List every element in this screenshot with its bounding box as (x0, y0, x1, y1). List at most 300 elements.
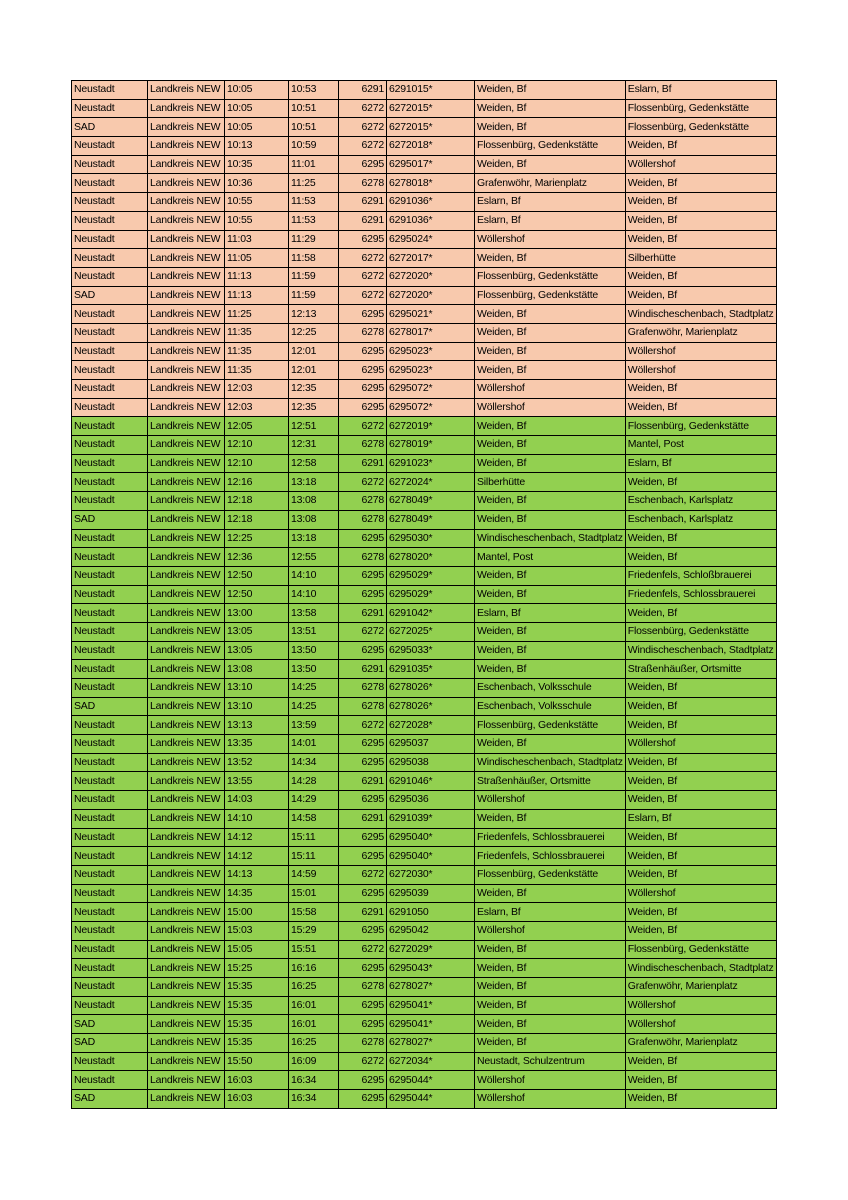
departure-cell: 14:13 (225, 865, 289, 884)
authority-cell: Landkreis NEW (148, 847, 225, 866)
district-cell: Neustadt (72, 323, 148, 342)
district-cell: Neustadt (72, 566, 148, 585)
trip-cell: 6278019* (387, 436, 475, 455)
destination-cell: Weiden, Bf (625, 716, 776, 735)
authority-cell: Landkreis NEW (148, 510, 225, 529)
table-row (72, 436, 777, 455)
authority-cell: Landkreis NEW (148, 286, 225, 305)
authority-cell: Landkreis NEW (148, 978, 225, 997)
trip-cell: 6278027* (387, 978, 475, 997)
destination-cell: Weiden, Bf (625, 1090, 776, 1109)
district-cell: Neustadt (72, 585, 148, 604)
departure-cell: 14:12 (225, 847, 289, 866)
district-cell: Neustadt (72, 809, 148, 828)
destination-cell: Eschenbach, Karlsplatz (625, 492, 776, 511)
trip-cell: 6295044* (387, 1090, 475, 1109)
table-row (72, 1015, 777, 1034)
destination-cell: Wöllershof (625, 361, 776, 380)
authority-cell: Landkreis NEW (148, 1034, 225, 1053)
trip-cell: 6291036* (387, 211, 475, 230)
district-cell: Neustadt (72, 735, 148, 754)
table-row (72, 492, 777, 511)
origin-cell: Weiden, Bf (475, 566, 626, 585)
trip-cell: 6295072* (387, 380, 475, 399)
authority-cell: Landkreis NEW (148, 622, 225, 641)
departure-cell: 13:10 (225, 679, 289, 698)
district-cell: SAD (72, 1034, 148, 1053)
table-row (72, 585, 777, 604)
trip-cell: 6295041* (387, 1015, 475, 1034)
origin-cell: Wöllershof (475, 791, 626, 810)
destination-cell: Mantel, Post (625, 436, 776, 455)
origin-cell: Weiden, Bf (475, 436, 626, 455)
district-cell: Neustadt (72, 679, 148, 698)
table-row (72, 323, 777, 342)
authority-cell: Landkreis NEW (148, 1071, 225, 1090)
departure-cell: 13:05 (225, 622, 289, 641)
origin-cell: Weiden, Bf (475, 1034, 626, 1053)
line-cell: 6272 (339, 940, 387, 959)
table-row (72, 361, 777, 380)
table-row (72, 267, 777, 286)
line-cell: 6272 (339, 622, 387, 641)
origin-cell: Weiden, Bf (475, 996, 626, 1015)
authority-cell: Landkreis NEW (148, 155, 225, 174)
arrival-cell: 14:01 (289, 735, 339, 754)
trip-cell: 6291046* (387, 772, 475, 791)
district-cell: Neustadt (72, 473, 148, 492)
table-row (72, 697, 777, 716)
line-cell: 6272 (339, 716, 387, 735)
district-cell: Neustadt (72, 342, 148, 361)
table-row (72, 211, 777, 230)
arrival-cell: 15:11 (289, 847, 339, 866)
line-cell: 6278 (339, 436, 387, 455)
destination-cell: Weiden, Bf (625, 903, 776, 922)
trip-cell: 6295040* (387, 828, 475, 847)
line-cell: 6295 (339, 847, 387, 866)
authority-cell: Landkreis NEW (148, 716, 225, 735)
authority-cell: Landkreis NEW (148, 211, 225, 230)
origin-cell: Weiden, Bf (475, 492, 626, 511)
origin-cell: Weiden, Bf (475, 622, 626, 641)
arrival-cell: 11:53 (289, 193, 339, 212)
district-cell: SAD (72, 1090, 148, 1109)
arrival-cell: 13:51 (289, 622, 339, 641)
trip-cell: 6295039 (387, 884, 475, 903)
destination-cell: Weiden, Bf (625, 604, 776, 623)
destination-cell: Windischeschenbach, Stadtplatz (625, 641, 776, 660)
table-row (72, 473, 777, 492)
departure-cell: 12:18 (225, 510, 289, 529)
origin-cell: Weiden, Bf (475, 735, 626, 754)
arrival-cell: 14:29 (289, 791, 339, 810)
departure-cell: 13:00 (225, 604, 289, 623)
line-cell: 6295 (339, 884, 387, 903)
destination-cell: Weiden, Bf (625, 921, 776, 940)
origin-cell: Flossenbürg, Gedenkstätte (475, 865, 626, 884)
origin-cell: Wöllershof (475, 230, 626, 249)
arrival-cell: 12:01 (289, 361, 339, 380)
destination-cell: Weiden, Bf (625, 473, 776, 492)
district-cell: SAD (72, 1015, 148, 1034)
table-row (72, 137, 777, 156)
trip-cell: 6295023* (387, 361, 475, 380)
arrival-cell: 14:28 (289, 772, 339, 791)
authority-cell: Landkreis NEW (148, 566, 225, 585)
departure-cell: 13:08 (225, 660, 289, 679)
table-row (72, 81, 777, 100)
trip-cell: 6278027* (387, 1034, 475, 1053)
line-cell: 6291 (339, 772, 387, 791)
authority-cell: Landkreis NEW (148, 828, 225, 847)
authority-cell: Landkreis NEW (148, 604, 225, 623)
arrival-cell: 16:09 (289, 1052, 339, 1071)
destination-cell: Weiden, Bf (625, 211, 776, 230)
departure-cell: 16:03 (225, 1090, 289, 1109)
district-cell: Neustadt (72, 99, 148, 118)
authority-cell: Landkreis NEW (148, 884, 225, 903)
district-cell: Neustadt (72, 791, 148, 810)
arrival-cell: 14:10 (289, 566, 339, 585)
arrival-cell: 16:34 (289, 1090, 339, 1109)
line-cell: 6278 (339, 697, 387, 716)
table-row (72, 529, 777, 548)
trip-cell: 6295021* (387, 305, 475, 324)
bus-schedule-table (71, 80, 777, 1109)
table-row (72, 996, 777, 1015)
line-cell: 6278 (339, 492, 387, 511)
arrival-cell: 13:18 (289, 529, 339, 548)
origin-cell: Weiden, Bf (475, 361, 626, 380)
authority-cell: Landkreis NEW (148, 305, 225, 324)
departure-cell: 12:50 (225, 566, 289, 585)
arrival-cell: 11:59 (289, 267, 339, 286)
trip-cell: 6272018* (387, 137, 475, 156)
district-cell: SAD (72, 510, 148, 529)
departure-cell: 15:35 (225, 978, 289, 997)
departure-cell: 12:10 (225, 436, 289, 455)
line-cell: 6272 (339, 99, 387, 118)
destination-cell: Flossenbürg, Gedenkstätte (625, 622, 776, 641)
destination-cell: Grafenwöhr, Marienplatz (625, 978, 776, 997)
origin-cell: Weiden, Bf (475, 81, 626, 100)
trip-cell: 6291042* (387, 604, 475, 623)
table-row (72, 622, 777, 641)
destination-cell: Wöllershof (625, 996, 776, 1015)
origin-cell: Eschenbach, Volksschule (475, 697, 626, 716)
district-cell: Neustadt (72, 716, 148, 735)
destination-cell: Weiden, Bf (625, 174, 776, 193)
destination-cell: Friedenfels, Schlossbrauerei (625, 585, 776, 604)
arrival-cell: 13:50 (289, 641, 339, 660)
departure-cell: 12:05 (225, 417, 289, 436)
district-cell: Neustadt (72, 267, 148, 286)
origin-cell: Eslarn, Bf (475, 604, 626, 623)
origin-cell: Friedenfels, Schlossbrauerei (475, 847, 626, 866)
destination-cell: Weiden, Bf (625, 865, 776, 884)
destination-cell: Silberhütte (625, 249, 776, 268)
line-cell: 6278 (339, 978, 387, 997)
origin-cell: Weiden, Bf (475, 99, 626, 118)
authority-cell: Landkreis NEW (148, 996, 225, 1015)
line-cell: 6295 (339, 996, 387, 1015)
departure-cell: 11:13 (225, 286, 289, 305)
authority-cell: Landkreis NEW (148, 342, 225, 361)
line-cell: 6295 (339, 828, 387, 847)
line-cell: 6272 (339, 137, 387, 156)
authority-cell: Landkreis NEW (148, 903, 225, 922)
origin-cell: Weiden, Bf (475, 155, 626, 174)
arrival-cell: 16:16 (289, 959, 339, 978)
table-row (72, 735, 777, 754)
destination-cell: Wöllershof (625, 735, 776, 754)
departure-cell: 11:35 (225, 323, 289, 342)
trip-cell: 6295038 (387, 753, 475, 772)
authority-cell: Landkreis NEW (148, 361, 225, 380)
line-cell: 6291 (339, 454, 387, 473)
trip-cell: 6272030* (387, 865, 475, 884)
authority-cell: Landkreis NEW (148, 1090, 225, 1109)
trip-cell: 6295044* (387, 1071, 475, 1090)
departure-cell: 15:03 (225, 921, 289, 940)
table-row (72, 1090, 777, 1109)
authority-cell: Landkreis NEW (148, 772, 225, 791)
line-cell: 6295 (339, 921, 387, 940)
departure-cell: 10:05 (225, 81, 289, 100)
departure-cell: 11:35 (225, 342, 289, 361)
trip-cell: 6291036* (387, 193, 475, 212)
line-cell: 6295 (339, 566, 387, 585)
origin-cell: Weiden, Bf (475, 510, 626, 529)
arrival-cell: 14:10 (289, 585, 339, 604)
destination-cell: Friedenfels, Schloßbrauerei (625, 566, 776, 585)
arrival-cell: 11:29 (289, 230, 339, 249)
authority-cell: Landkreis NEW (148, 809, 225, 828)
destination-cell: Wöllershof (625, 155, 776, 174)
departure-cell: 12:03 (225, 380, 289, 399)
trip-cell: 6278018* (387, 174, 475, 193)
departure-cell: 11:25 (225, 305, 289, 324)
destination-cell: Wöllershof (625, 342, 776, 361)
trip-cell: 6295072* (387, 398, 475, 417)
destination-cell: Windischeschenbach, Stadtplatz (625, 959, 776, 978)
destination-cell: Flossenbürg, Gedenkstätte (625, 118, 776, 137)
trip-cell: 6278017* (387, 323, 475, 342)
district-cell: Neustadt (72, 996, 148, 1015)
arrival-cell: 13:50 (289, 660, 339, 679)
district-cell: Neustadt (72, 193, 148, 212)
destination-cell: Flossenbürg, Gedenkstätte (625, 940, 776, 959)
line-cell: 6272 (339, 249, 387, 268)
table-row (72, 978, 777, 997)
trip-cell: 6295043* (387, 959, 475, 978)
authority-cell: Landkreis NEW (148, 193, 225, 212)
table-row (72, 604, 777, 623)
origin-cell: Weiden, Bf (475, 809, 626, 828)
table-row (72, 959, 777, 978)
table-row (72, 660, 777, 679)
arrival-cell: 14:25 (289, 697, 339, 716)
trip-cell: 6295030* (387, 529, 475, 548)
departure-cell: 15:35 (225, 996, 289, 1015)
district-cell: Neustadt (72, 230, 148, 249)
authority-cell: Landkreis NEW (148, 417, 225, 436)
table-row (72, 940, 777, 959)
table-row (72, 548, 777, 567)
arrival-cell: 15:11 (289, 828, 339, 847)
district-cell: Neustadt (72, 398, 148, 417)
table-row (72, 380, 777, 399)
arrival-cell: 15:29 (289, 921, 339, 940)
origin-cell: Wöllershof (475, 1090, 626, 1109)
line-cell: 6278 (339, 548, 387, 567)
arrival-cell: 13:08 (289, 510, 339, 529)
arrival-cell: 11:53 (289, 211, 339, 230)
departure-cell: 15:25 (225, 959, 289, 978)
destination-cell: Weiden, Bf (625, 791, 776, 810)
destination-cell: Windischeschenbach, Stadtplatz (625, 305, 776, 324)
trip-cell: 6272017* (387, 249, 475, 268)
authority-cell: Landkreis NEW (148, 454, 225, 473)
authority-cell: Landkreis NEW (148, 1052, 225, 1071)
table-row (72, 828, 777, 847)
district-cell: Neustadt (72, 865, 148, 884)
trip-cell: 6295037 (387, 735, 475, 754)
table-row (72, 716, 777, 735)
destination-cell: Weiden, Bf (625, 137, 776, 156)
origin-cell: Weiden, Bf (475, 342, 626, 361)
trip-cell: 6295042 (387, 921, 475, 940)
authority-cell: Landkreis NEW (148, 959, 225, 978)
authority-cell: Landkreis NEW (148, 81, 225, 100)
trip-cell: 6272020* (387, 286, 475, 305)
trip-cell: 6272020* (387, 267, 475, 286)
destination-cell: Weiden, Bf (625, 230, 776, 249)
trip-cell: 6295017* (387, 155, 475, 174)
table-row (72, 809, 777, 828)
line-cell: 6295 (339, 398, 387, 417)
arrival-cell: 12:58 (289, 454, 339, 473)
departure-cell: 12:16 (225, 473, 289, 492)
line-cell: 6295 (339, 155, 387, 174)
table-row (72, 772, 777, 791)
arrival-cell: 11:25 (289, 174, 339, 193)
table-row (72, 305, 777, 324)
table-row (72, 286, 777, 305)
table-row (72, 566, 777, 585)
departure-cell: 11:13 (225, 267, 289, 286)
district-cell: Neustadt (72, 155, 148, 174)
district-cell: Neustadt (72, 492, 148, 511)
trip-cell: 6272015* (387, 99, 475, 118)
line-cell: 6295 (339, 1071, 387, 1090)
district-cell: Neustadt (72, 978, 148, 997)
origin-cell: Weiden, Bf (475, 1015, 626, 1034)
line-cell: 6295 (339, 1015, 387, 1034)
authority-cell: Landkreis NEW (148, 921, 225, 940)
destination-cell: Grafenwöhr, Marienplatz (625, 1034, 776, 1053)
origin-cell: Eslarn, Bf (475, 211, 626, 230)
trip-cell: 6291039* (387, 809, 475, 828)
line-cell: 6278 (339, 1034, 387, 1053)
arrival-cell: 15:51 (289, 940, 339, 959)
authority-cell: Landkreis NEW (148, 436, 225, 455)
district-cell: Neustadt (72, 81, 148, 100)
authority-cell: Landkreis NEW (148, 641, 225, 660)
trip-cell: 6278049* (387, 510, 475, 529)
district-cell: Neustadt (72, 959, 148, 978)
arrival-cell: 11:58 (289, 249, 339, 268)
origin-cell: Eslarn, Bf (475, 903, 626, 922)
origin-cell: Windischeschenbach, Stadtplatz (475, 753, 626, 772)
authority-cell: Landkreis NEW (148, 137, 225, 156)
arrival-cell: 12:35 (289, 380, 339, 399)
origin-cell: Weiden, Bf (475, 884, 626, 903)
origin-cell: Eslarn, Bf (475, 193, 626, 212)
origin-cell: Weiden, Bf (475, 940, 626, 959)
origin-cell: Weiden, Bf (475, 454, 626, 473)
trip-cell: 6291035* (387, 660, 475, 679)
departure-cell: 14:10 (225, 809, 289, 828)
origin-cell: Wöllershof (475, 921, 626, 940)
origin-cell: Weiden, Bf (475, 323, 626, 342)
district-cell: Neustadt (72, 361, 148, 380)
arrival-cell: 12:31 (289, 436, 339, 455)
arrival-cell: 10:51 (289, 118, 339, 137)
authority-cell: Landkreis NEW (148, 118, 225, 137)
table-row (72, 847, 777, 866)
origin-cell: Weiden, Bf (475, 305, 626, 324)
arrival-cell: 12:25 (289, 323, 339, 342)
district-cell: SAD (72, 286, 148, 305)
departure-cell: 10:36 (225, 174, 289, 193)
line-cell: 6278 (339, 323, 387, 342)
authority-cell: Landkreis NEW (148, 267, 225, 286)
destination-cell: Weiden, Bf (625, 1052, 776, 1071)
trip-cell: 6291050 (387, 903, 475, 922)
authority-cell: Landkreis NEW (148, 473, 225, 492)
authority-cell: Landkreis NEW (148, 548, 225, 567)
trip-cell: 6272034* (387, 1052, 475, 1071)
table-row (72, 791, 777, 810)
district-cell: Neustadt (72, 903, 148, 922)
line-cell: 6272 (339, 473, 387, 492)
table-row (72, 903, 777, 922)
line-cell: 6291 (339, 809, 387, 828)
arrival-cell: 15:58 (289, 903, 339, 922)
table-row (72, 342, 777, 361)
line-cell: 6291 (339, 903, 387, 922)
trip-cell: 6278049* (387, 492, 475, 511)
departure-cell: 15:05 (225, 940, 289, 959)
arrival-cell: 14:34 (289, 753, 339, 772)
origin-cell: Weiden, Bf (475, 585, 626, 604)
authority-cell: Landkreis NEW (148, 791, 225, 810)
table-row (72, 155, 777, 174)
authority-cell: Landkreis NEW (148, 735, 225, 754)
district-cell: Neustadt (72, 753, 148, 772)
departure-cell: 13:10 (225, 697, 289, 716)
arrival-cell: 10:53 (289, 81, 339, 100)
authority-cell: Landkreis NEW (148, 323, 225, 342)
origin-cell: Weiden, Bf (475, 118, 626, 137)
arrival-cell: 11:59 (289, 286, 339, 305)
trip-cell: 6291023* (387, 454, 475, 473)
district-cell: Neustadt (72, 884, 148, 903)
district-cell: Neustadt (72, 660, 148, 679)
arrival-cell: 13:18 (289, 473, 339, 492)
